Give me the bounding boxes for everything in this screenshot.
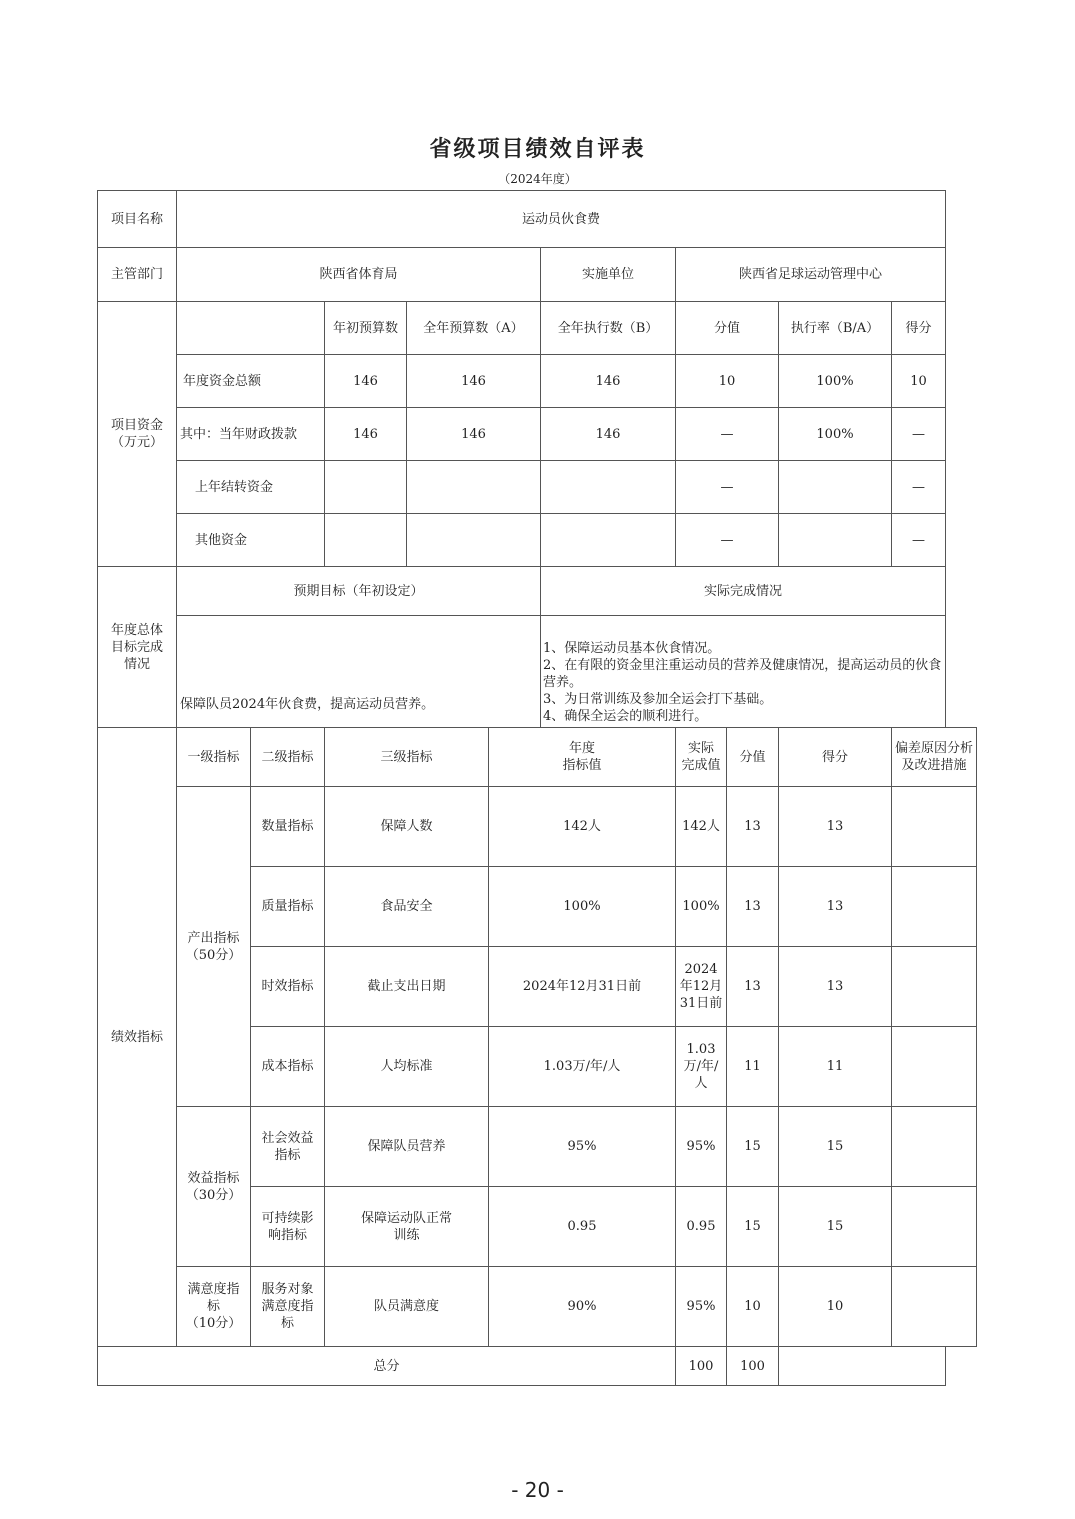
- total-score-got: 100: [727, 1347, 779, 1386]
- perf-target-value: 90%: [489, 1267, 676, 1347]
- perf-deviation-note: [892, 1187, 977, 1267]
- funds-cell: —: [676, 408, 779, 461]
- funds-cell: 10: [676, 355, 779, 408]
- total-score-value: 100: [676, 1347, 727, 1386]
- page-title: 省级项目绩效自评表: [429, 137, 646, 162]
- perf-target-value: 95%: [489, 1107, 676, 1187]
- table-row: [98, 248, 977, 302]
- perf-actual-value: 2024年12月31日前: [676, 947, 727, 1027]
- perf-level1: 满意度指 标 （10分）: [177, 1267, 251, 1347]
- perf-header-cell: 分值: [727, 728, 779, 787]
- perf-score-value: 13: [727, 787, 779, 867]
- perf-level3: 保障队员营养: [325, 1107, 489, 1187]
- project-name-value: 运动员伙食费: [177, 191, 946, 248]
- funds-cell: [407, 461, 541, 514]
- impl-unit-label: 实施单位: [541, 248, 676, 302]
- perf-header-cell: 一级指标: [177, 728, 251, 787]
- funds-cell: 146: [407, 355, 541, 408]
- funds-cell: [407, 514, 541, 567]
- table-row: [98, 461, 977, 514]
- funds-cell: 146: [407, 408, 541, 461]
- perf-target-value: 2024年12月31日前: [489, 947, 676, 1027]
- perf-target-value: 142人: [489, 787, 676, 867]
- funds-header-cell: 年初预算数: [325, 302, 407, 355]
- perf-row: [98, 1267, 977, 1347]
- perf-score-got: 10: [779, 1267, 892, 1347]
- perf-level2: 成本指标: [251, 1027, 325, 1107]
- goals-actual-text: 1、保障运动员基本伙食情况。 2、在有限的资金里注重运动员的营养及健康情况，提高运动员的伙食营养。 3、为日常训练及参加全运会打下基础。 4、确保全运会的顺利进行。: [541, 616, 946, 728]
- perf-actual-value: 142人: [676, 787, 727, 867]
- perf-score-value: 13: [727, 867, 779, 947]
- perf-row: [98, 787, 977, 867]
- perf-row: [98, 1107, 977, 1187]
- perf-level2: 社会效益 指标: [251, 1107, 325, 1187]
- perf-deviation-note: [892, 867, 977, 947]
- funds-cell: —: [892, 461, 946, 514]
- funds-cell: —: [676, 461, 779, 514]
- table-row: [98, 567, 977, 616]
- funds-cell: [325, 514, 407, 567]
- funds-row-label: 上年结转资金: [177, 461, 325, 514]
- perf-header-cell: 三级指标: [325, 728, 489, 787]
- funds-cell: 146: [541, 355, 676, 408]
- perf-target-value: 0.95: [489, 1187, 676, 1267]
- perf-level3: 食品安全: [325, 867, 489, 947]
- perf-level2: 数量指标: [251, 787, 325, 867]
- dept-label: 主管部门: [98, 248, 177, 302]
- perf-level3: 保障人数: [325, 787, 489, 867]
- table-row: [98, 408, 977, 461]
- perf-score-got: 15: [779, 1107, 892, 1187]
- perf-level2: 服务对象 满意度指 标: [251, 1267, 325, 1347]
- perf-level3: 人均标准: [325, 1027, 489, 1107]
- funds-row-label: 其中：当年财政拨款: [177, 408, 325, 461]
- project-name-label: 项目名称: [98, 191, 177, 248]
- perf-level2: 可持续影 响指标: [251, 1187, 325, 1267]
- table-row: [98, 514, 977, 567]
- perf-score-value: 15: [727, 1107, 779, 1187]
- report-year: （2024年度）: [498, 172, 577, 186]
- total-row: [98, 1347, 977, 1386]
- perf-score-got: 13: [779, 947, 892, 1027]
- impl-unit-value: 陕西省足球运动管理中心: [676, 248, 946, 302]
- perf-score-value: 11: [727, 1027, 779, 1107]
- perf-level1: 效益指标 （30分）: [177, 1107, 251, 1267]
- evaluation-table-wrap: [97, 190, 977, 1386]
- perf-level3: 保障运动队正常 训练: [325, 1187, 489, 1267]
- funds-cell: 100%: [779, 355, 892, 408]
- perf-deviation-note: [892, 947, 977, 1027]
- funds-cell: 10: [892, 355, 946, 408]
- perf-score-value: 10: [727, 1267, 779, 1347]
- perf-header-cell: 实际 完成值: [676, 728, 727, 787]
- funds-cell: [779, 514, 892, 567]
- perf-score-got: 11: [779, 1027, 892, 1107]
- goals-actual-header: 实际完成情况: [541, 567, 946, 616]
- perf-level1: 产出指标 （50分）: [177, 787, 251, 1107]
- perf-target-value: 1.03万/年/人: [489, 1027, 676, 1107]
- funds-cell: 146: [325, 355, 407, 408]
- page-number: - 20 -: [511, 1478, 564, 1502]
- goals-label: 年度总体 目标完成 情况: [98, 567, 177, 728]
- perf-header-cell: 得分: [779, 728, 892, 787]
- perf-label: 绩效指标: [98, 728, 177, 1347]
- funds-header-cell: [177, 302, 325, 355]
- table-row: [98, 616, 977, 728]
- funds-cell: —: [892, 514, 946, 567]
- total-label: 总分: [98, 1347, 676, 1386]
- perf-header-cell: 年度 指标值: [489, 728, 676, 787]
- funds-row-label: 其他资金: [177, 514, 325, 567]
- table-row: [98, 355, 977, 408]
- perf-actual-value: 95%: [676, 1267, 727, 1347]
- funds-header-cell: 分值: [676, 302, 779, 355]
- funds-cell: [541, 461, 676, 514]
- table-row: [98, 728, 977, 787]
- perf-score-got: 15: [779, 1187, 892, 1267]
- funds-cell: 146: [541, 408, 676, 461]
- funds-header-cell: 得分: [892, 302, 946, 355]
- perf-actual-value: 100%: [676, 867, 727, 947]
- funds-cell: [325, 461, 407, 514]
- perf-deviation-note: [892, 1107, 977, 1187]
- funds-row-label: 年度资金总额: [177, 355, 325, 408]
- perf-score-got: 13: [779, 787, 892, 867]
- perf-actual-value: 0.95: [676, 1187, 727, 1267]
- perf-level3: 队员满意度: [325, 1267, 489, 1347]
- evaluation-table: [97, 190, 977, 1386]
- funds-cell: 146: [325, 408, 407, 461]
- funds-label: 项目资金 （万元）: [98, 302, 177, 567]
- perf-level2: 质量指标: [251, 867, 325, 947]
- perf-score-value: 13: [727, 947, 779, 1027]
- perf-deviation-note: [892, 1267, 977, 1347]
- funds-cell: [541, 514, 676, 567]
- table-row: [98, 191, 977, 248]
- perf-header-cell: 二级指标: [251, 728, 325, 787]
- funds-header-cell: 全年执行数（B）: [541, 302, 676, 355]
- funds-cell: [779, 461, 892, 514]
- perf-actual-value: 1.03万/年/人: [676, 1027, 727, 1107]
- goals-expected-text: 保障队员2024年伙食费，提高运动员营养。: [177, 616, 541, 728]
- table-body: [98, 191, 977, 1386]
- perf-deviation-note: [892, 787, 977, 867]
- perf-score-got: 13: [779, 867, 892, 947]
- total-note: [779, 1347, 946, 1386]
- funds-header-cell: 全年预算数（A）: [407, 302, 541, 355]
- funds-cell: —: [892, 408, 946, 461]
- funds-header-cell: 执行率（B/A）: [779, 302, 892, 355]
- perf-deviation-note: [892, 1027, 977, 1107]
- perf-actual-value: 95%: [676, 1107, 727, 1187]
- perf-level2: 时效指标: [251, 947, 325, 1027]
- perf-header-cell: 偏差原因分析 及改进措施: [892, 728, 977, 787]
- perf-level3: 截止支出日期: [325, 947, 489, 1027]
- funds-cell: —: [676, 514, 779, 567]
- funds-cell: 100%: [779, 408, 892, 461]
- perf-score-value: 15: [727, 1187, 779, 1267]
- table-row: [98, 302, 977, 355]
- perf-target-value: 100%: [489, 867, 676, 947]
- goals-expected-header: 预期目标（年初设定）: [177, 567, 541, 616]
- dept-value: 陕西省体育局: [177, 248, 541, 302]
